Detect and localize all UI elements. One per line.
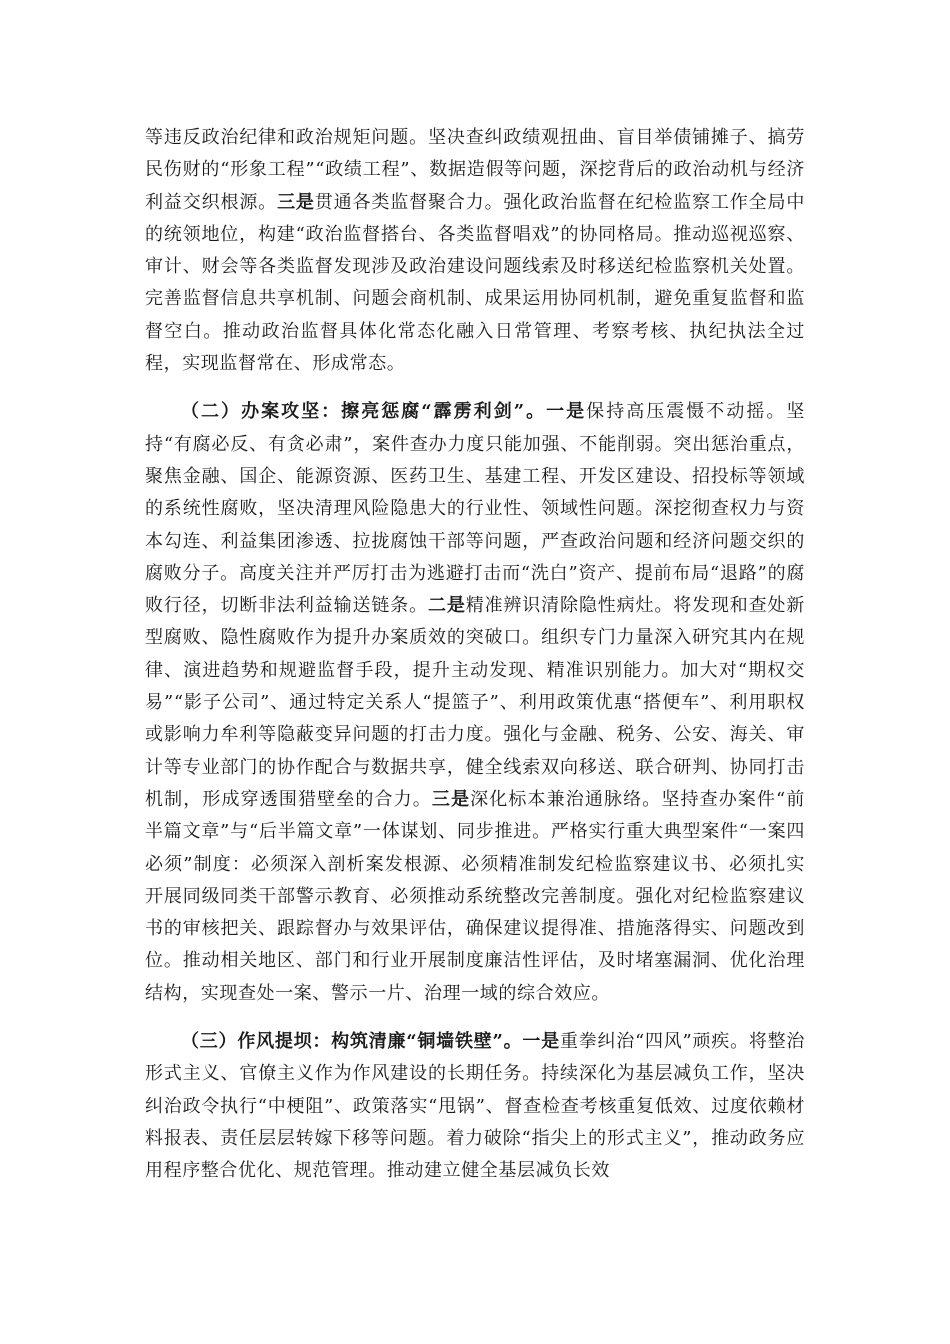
text-segment: 贯通各类监督聚合力。强化政治监督在纪检监察工作全局中的统领地位，构建“政治监督搭台、各类监督唱戏”的协同格局。推动巡视巡察、审计、财会等各类监督发现涉及政治建设问题线索及时移送纪检监察机关处置。完善监督信息共享机制、问题会商机制、成果运用协同机制，避免重复监督和监督空白。推动政治监督具体化常态化融入日常管理、考察考核、执纪执法全过程，实现监督常在、形成常态。 [145,191,806,375]
paragraph-case-handling [145,396,805,1010]
section-heading-2: （二）办案攻坚：擦亮惩腐“霹雳利剑”。一是 [181,401,587,423]
document-page [145,122,805,1204]
text-segment: 保持高压震慑不动摇。坚持“有腐必反、有贪必肃”，案件查办力度只能加强、不能削弱。突出惩治重点，聚焦金融、国企、能源资源、医药卫生、基建工程、开发区建设、招投标等领域的系统性腐败，坚决清理风险隐患大的行业性、领域性问题。深挖彻查权力与资本勾连、利益集团渗透、拉拢腐蚀干部等问题，严查政治问题和经济问题交织的腐败分子。高度关注并严厉打击为逃避打击而“洗白”资产、提前布局“退路”的腐败行径，切断非法利益输送链条。 [145,401,805,617]
text-segment: 重拳纠治“四风”顽疾。将整治形式主义、官僚主义作为作风建设的长期任务。持续深化为基层减负工作，坚决纠治政令执行“中梗阻”、政策落实“甩锅”、督查检查考核重复低效、过度依赖材料报表、责任层层转嫁下移等问题。着力破除“指尖上的形式主义”，推动政务应用程序整合优化、规范管理。推动建立健全基层减负长效 [145,1031,805,1182]
bold-marker-three: 三是 [431,788,471,810]
bold-marker-two: 二是 [427,595,466,617]
text-segment: 精准辨识清除隐性病灶。将发现和查处新型腐败、隐性腐败作为提升办案质效的突破口。组织专门力量深入研究其内在规律、演进趋势和规避监督手段，提升主动发现、精准识别能力。加大对“期权交易”“影子公司”、通过特定关系人“提篮子”、利用政策优惠“搭便车”、利用职权或影响力牟利等隐蔽变异问题的打击力度。强化与金融、税务、公安、海关、审计等专业部门的协作配合与数据共享，健全线索双向移送、联合研判、协同打击机制，形成穿透围猎壁垒的合力。 [145,595,805,810]
text-segment: 深化标本兼治通脉络。坚持查办案件“前半篇文章”与“后半篇文章”一体谋划、同步推进。严格实行重大典型案件“一案四必须”制度：必须深入剖析案发根源、必须精准制发纪检监察建议书、必须扎实开展同级同类干部警示教育、必须推动系统整改完善制度。强化对纪检监察建议书的审核把关、跟踪督办与效果评估，确保建议提得准、措施落得实、问题改到位。推动相关地区、部门和行业开展制度廉洁性评估，及时堵塞漏洞、优化治理结构，实现查处一案、警示一片、治理一域的综合效应。 [145,788,805,1004]
section-heading-3: （三）作风提坝：构筑清廉“铜墙铁壁”。一是 [181,1031,560,1053]
paragraph-work-style [145,1026,805,1187]
text-segment: 等违反政治纪律和政治规矩问题。坚决查纠政绩观扭曲、盲目举债铺摊子、搞劳民伤财的“形象工程”“政绩工程”、数据造假等问题，深挖背后的政治动机与经济利益交织根源。 [145,127,805,213]
bold-marker-three: 三是 [277,191,315,213]
paragraph-supervision [145,122,805,380]
